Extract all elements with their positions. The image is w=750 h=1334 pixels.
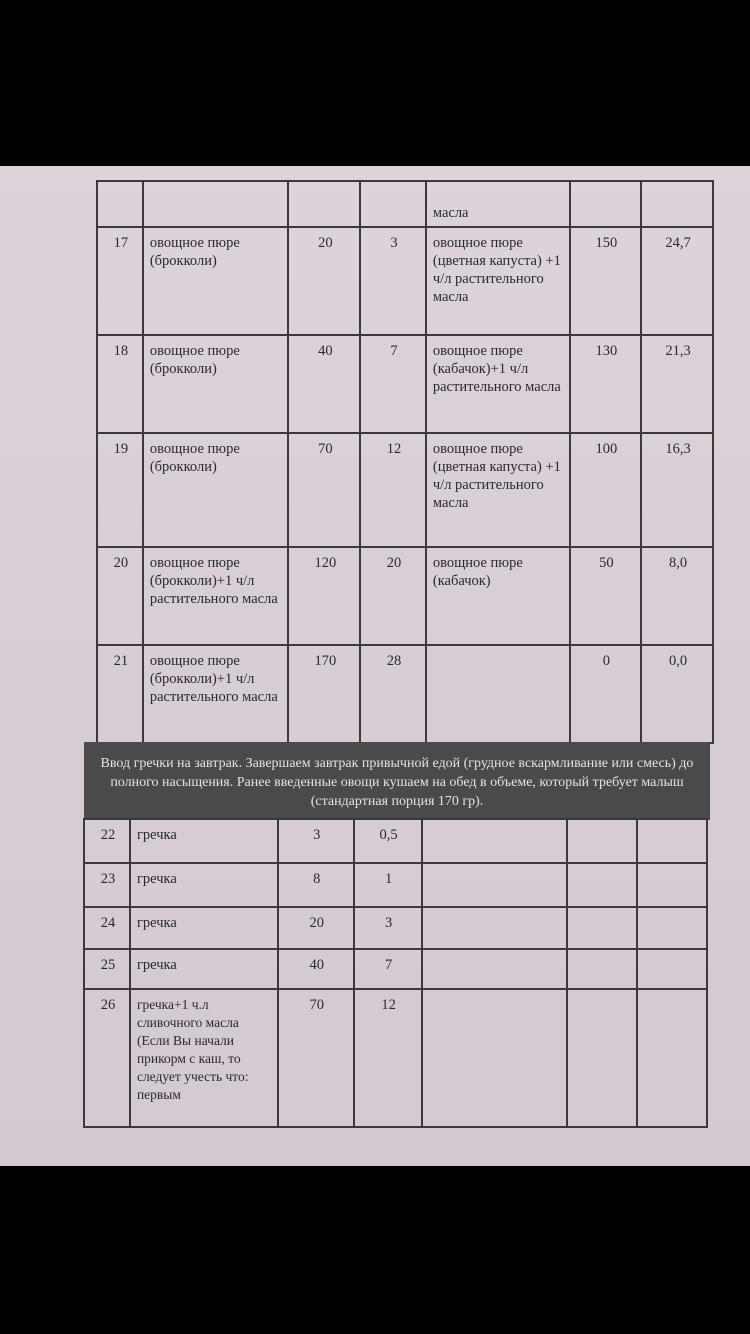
second-amount-tsp: 8,0: [641, 547, 713, 645]
second-amount-g: 50: [570, 547, 642, 645]
second-amount-g: 0: [570, 645, 642, 743]
day-number: 22: [84, 819, 130, 863]
empty-cell: [422, 819, 568, 863]
table-row: [84, 949, 707, 989]
first-amount-tsp: 3: [360, 227, 426, 335]
second-amount-tsp: 21,3: [641, 335, 713, 433]
empty-cell: [567, 819, 637, 863]
empty-cell: [422, 863, 568, 907]
second-amount-tsp: 24,7: [641, 227, 713, 335]
first-amount-g: 8: [278, 863, 354, 907]
second-amount-tsp: [641, 181, 713, 227]
table-row: [84, 863, 707, 907]
first-amount-tsp: 28: [360, 645, 426, 743]
table-row: [97, 181, 713, 227]
first-dish: овощное пюре (брокколи): [143, 433, 289, 547]
first-dish: [143, 181, 289, 227]
first-amount-tsp: 7: [354, 949, 422, 989]
first-amount-g: 40: [278, 949, 354, 989]
second-dish: овощное пюре (цветная капуста) +1 ч/л растительного масла: [426, 433, 570, 547]
empty-cell: [567, 949, 637, 989]
day-number: 23: [84, 863, 130, 907]
first-dish: гречка: [130, 907, 278, 949]
first-amount-tsp: 3: [354, 907, 422, 949]
first-amount-g: 70: [288, 433, 360, 547]
day-number: 24: [84, 907, 130, 949]
empty-cell: [422, 989, 568, 1127]
empty-cell: [637, 819, 707, 863]
day-number: 17: [97, 227, 143, 335]
table-row: [84, 819, 707, 863]
first-amount-tsp: [360, 181, 426, 227]
table-row: [97, 227, 713, 335]
first-dish: овощное пюре (брокколи): [143, 335, 289, 433]
day-number: 18: [97, 335, 143, 433]
first-amount-g: 20: [278, 907, 354, 949]
first-dish: овощное пюре (брокколи)+1 ч/л растительного масла: [143, 547, 289, 645]
buckwheat-intro-banner: Ввод гречки на завтрак. Завершаем завтрак привычной едой (грудное вскармливание или смесь) до полного насыщения. Ранее введенные овощи кушаем на обед в объеме, который требует малыш (стандартная порция 170 гр).: [84, 742, 710, 820]
empty-cell: [567, 989, 637, 1127]
first-dish: гречка: [130, 949, 278, 989]
first-dish: гречка+1 ч.л сливочного масла (Если Вы начали прикорм с каш, то следует учесть что: первым: [130, 989, 278, 1127]
table-row: [97, 335, 713, 433]
table-row: [97, 645, 713, 743]
day-number: 21: [97, 645, 143, 743]
day-number: [97, 181, 143, 227]
first-dish: гречка: [130, 863, 278, 907]
day-number: 25: [84, 949, 130, 989]
day-number: 20: [97, 547, 143, 645]
second-dish: овощное пюре (кабачок)+1 ч/л растительного масла: [426, 335, 570, 433]
second-amount-tsp: 0,0: [641, 645, 713, 743]
second-dish: масла: [426, 181, 570, 227]
first-amount-tsp: 12: [354, 989, 422, 1127]
first-amount-g: [288, 181, 360, 227]
first-amount-tsp: 1: [354, 863, 422, 907]
table-row: [84, 907, 707, 949]
empty-cell: [422, 949, 568, 989]
second-amount-g: [570, 181, 642, 227]
first-amount-tsp: 0,5: [354, 819, 422, 863]
first-dish: овощное пюре (брокколи)+1 ч/л растительного масла: [143, 645, 289, 743]
second-amount-g: 130: [570, 335, 642, 433]
empty-cell: [422, 907, 568, 949]
first-amount-g: 20: [288, 227, 360, 335]
second-dish: [426, 645, 570, 743]
day-number: 26: [84, 989, 130, 1127]
second-dish: овощное пюре (цветная капуста) +1 ч/л растительного масла: [426, 227, 570, 335]
table-row: [97, 433, 713, 547]
first-dish: гречка: [130, 819, 278, 863]
second-amount-g: 150: [570, 227, 642, 335]
vegetable-schedule-table: [96, 180, 714, 744]
empty-cell: [567, 907, 637, 949]
table-row: [84, 989, 707, 1127]
day-number: 19: [97, 433, 143, 547]
first-amount-tsp: 12: [360, 433, 426, 547]
empty-cell: [567, 863, 637, 907]
first-dish: овощное пюре (брокколи): [143, 227, 289, 335]
table-row: [97, 547, 713, 645]
second-amount-tsp: 16,3: [641, 433, 713, 547]
first-amount-tsp: 7: [360, 335, 426, 433]
first-amount-g: 170: [288, 645, 360, 743]
empty-cell: [637, 907, 707, 949]
first-amount-tsp: 20: [360, 547, 426, 645]
first-amount-g: 70: [278, 989, 354, 1127]
second-dish: овощное пюре (кабачок): [426, 547, 570, 645]
empty-cell: [637, 863, 707, 907]
empty-cell: [637, 949, 707, 989]
empty-cell: [637, 989, 707, 1127]
first-amount-g: 40: [288, 335, 360, 433]
first-amount-g: 3: [278, 819, 354, 863]
second-amount-g: 100: [570, 433, 642, 547]
buckwheat-schedule-table: [83, 818, 708, 1128]
first-amount-g: 120: [288, 547, 360, 645]
